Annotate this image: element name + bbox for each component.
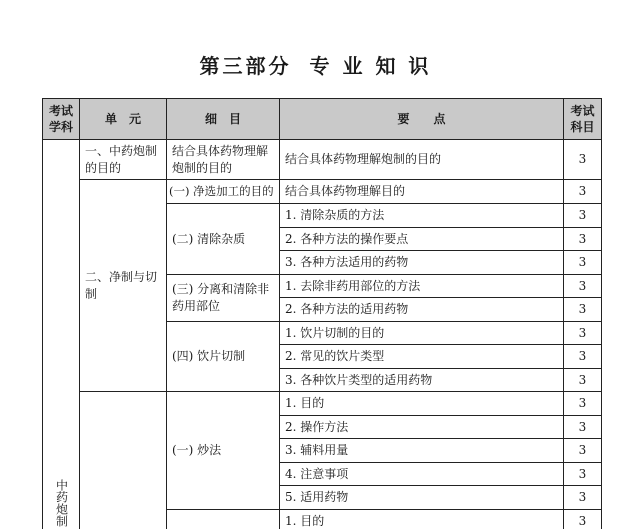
- item-cell-1: 结合具体药物理解炮制的目的: [167, 140, 280, 180]
- header-points: 要 点: [280, 99, 564, 140]
- level-row-6: 3: [564, 275, 602, 298]
- point-row-11: 1. 目的: [280, 392, 564, 416]
- point-row-8: 1. 饮片切制的目的: [280, 322, 564, 345]
- level-row-5: 3: [564, 251, 602, 275]
- point-row-13: 3. 辅料用量: [280, 439, 564, 463]
- point-row-14: 4. 注意事项: [280, 463, 564, 486]
- item-cell-4: (三) 分离和清除非药用部位: [167, 275, 280, 322]
- subject-cell: [43, 140, 80, 529]
- level-row-3: 3: [564, 204, 602, 228]
- point-row-1: 结合具体药物理解炮制的目的: [280, 140, 564, 180]
- item-cell-3: (二) 清除杂质: [167, 204, 280, 275]
- item-cell-6: (一) 炒法: [167, 392, 280, 510]
- item-cell-7: [167, 510, 280, 529]
- level-row-10: 3: [564, 369, 602, 392]
- level-row-8: 3: [564, 322, 602, 345]
- header-unit: 单 元: [80, 99, 167, 140]
- point-row-7: 2. 各种方法的适用药物: [280, 298, 564, 322]
- point-row-15: 5. 适用药物: [280, 486, 564, 510]
- level-row-2: 3: [564, 180, 602, 204]
- level-row-7: 3: [564, 298, 602, 322]
- header-subject-line1: 考试: [48, 104, 73, 118]
- point-row-12: 2. 操作方法: [280, 416, 564, 439]
- header-subject: [43, 99, 80, 140]
- header-level: [564, 99, 602, 140]
- title-part: 第三部分: [199, 54, 292, 78]
- item-cell-2: (一) 净选加工的目的: [167, 180, 280, 204]
- unit-cell-2: 二、净制与切制: [80, 180, 167, 392]
- title-subject: 专 业 知 识: [309, 54, 432, 78]
- header-subject-line2: 学科: [48, 120, 73, 134]
- subject-label: 中药炮制: [54, 479, 69, 527]
- header-item: 细 目: [167, 99, 280, 140]
- point-row-4: 2. 各种方法的操作要点: [280, 228, 564, 251]
- point-row-2: 结合具体药物理解目的: [280, 180, 564, 204]
- header-level-line2: 科目: [570, 120, 595, 134]
- point-row-5: 3. 各种方法适用的药物: [280, 251, 564, 275]
- point-row-9: 2. 常见的饮片类型: [280, 345, 564, 369]
- item-cell-5: (四) 饮片切制: [167, 322, 280, 392]
- level-row-15: 3: [564, 486, 602, 510]
- point-row-3: 1. 清除杂质的方法: [280, 204, 564, 228]
- page-title: [0, 52, 631, 80]
- point-row-16: 1. 目的: [280, 510, 564, 529]
- point-row-6: 1. 去除非药用部位的方法: [280, 275, 564, 298]
- level-row-14: 3: [564, 463, 602, 486]
- level-row-9: 3: [564, 345, 602, 369]
- level-row-11: 3: [564, 392, 602, 416]
- level-row-12: 3: [564, 416, 602, 439]
- unit-cell-3: [80, 392, 167, 529]
- level-row-16: 3: [564, 510, 602, 529]
- level-row-4: 3: [564, 228, 602, 251]
- point-row-10: 3. 各种饮片类型的适用药物: [280, 369, 564, 392]
- level-row-1: 3: [564, 140, 602, 180]
- header-level-line1: 考试: [570, 104, 595, 118]
- unit-cell-1: 一、中药炮制的目的: [80, 140, 167, 180]
- level-row-13: 3: [564, 439, 602, 463]
